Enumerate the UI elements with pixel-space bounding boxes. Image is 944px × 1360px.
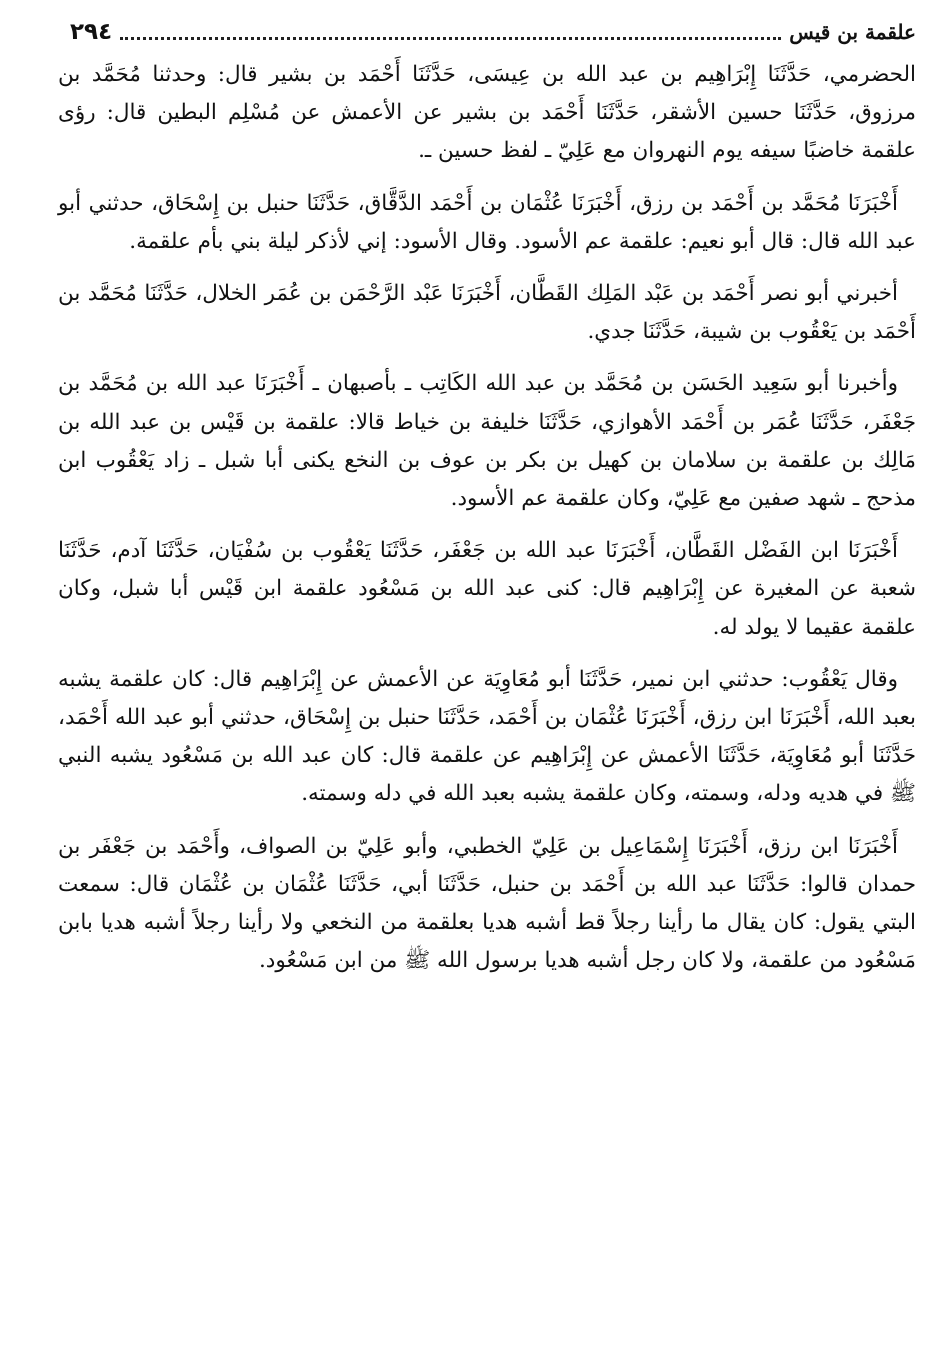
- paragraph: أخبرني أبو نصر أَحْمَد بن عَبْد المَلِك القَطَّان، أَخْبَرَنَا عَبْد الرَّحْمَن بن عُمَر الخلال، حَدَّثَنَا مُحَمَّد بن أَحْمَد بن يَعْقُوب بن شيبة، حَدَّثَنَا جدي.: [58, 281, 916, 345]
- page-body: [58, 56, 916, 980]
- page-header: [58, 10, 916, 54]
- page-number: ٢٩٤: [70, 19, 113, 45]
- header-dotted-leader: [120, 25, 781, 40]
- paragraph: أَخْبَرَنَا مُحَمَّد بن أَحْمَد بن رزق، أَخْبَرَنَا عُثْمَان بن أَحْمَد الدَّقَّاق، حَدَّثَنَا حنبل بن إِسْحَاق، حدثني أبو عبد الله قال: قال أبو نعيم: علقمة عم الأسود. وقال الأسود: إني لأذكر ليلة بني بأم علقمة.: [58, 190, 916, 254]
- paragraph: وقال يَعْقُوب: حدثني ابن نمير، حَدَّثَنَا أبو مُعَاوِيَة عن الأعمش عن إِبْرَاهِيم قال: كان علقمة يشبه بعبد الله، أَخْبَرَنَا ابن رزق، أَخْبَرَنَا عُثْمَان بن أَحْمَد، حَدَّثَنَا حنبل بن إِسْحَاق، حدثني أبو عبد الله أَحْمَد، حَدَّثَنَا أبو مُعَاوِيَة، حَدَّثَنَا الأعمش عن إِبْرَاهِيم عن علقمة قال: كان عبد الله بن مَسْعُود يشبه النبي ﷺ في هديه ودله، وسمته، وكان علقمة يشبه بعبد الله في دله وسمته.: [58, 666, 916, 807]
- paragraph: أَخْبَرَنَا ابن الفَضْل القَطَّان، أَخْبَرَنَا عبد الله بن جَعْفَر، حَدَّثَنَا يَعْقُوب بن سُفْيَان، حَدَّثَنَا آدم، حَدَّثَنَا شعبة عن المغيرة عن إِبْرَاهِيم قال: كنى عبد الله بن مَسْعُود علقمة ابن قَيْس أبا شبل، وكان علقمة عقيما لا يولد له.: [58, 538, 916, 640]
- book-page: [58, 10, 916, 994]
- paragraph: وأخبرنا أبو سَعِيد الحَسَن بن مُحَمَّد بن عبد الله الكَاتِب ـ بأصبهان ـ أَخْبَرَنَا عبد الله بن مُحَمَّد بن جَعْفَر، حَدَّثَنَا عُمَر بن أَحْمَد الأهوازي، حَدَّثَنَا خليفة بن خياط قالا: علقمة بن قَيْس بن عبد الله بن مَالِك بن علقمة بن سلامان بن كهيل بن بكر بن عوف بن النخع يكنى أبا شبل ـ زاد يَعْقُوب ابن مذحج ـ شهد صفين مع عَلِيّ، وكان علقمة عم الأسود.: [58, 371, 916, 512]
- running-title: علقمة بن قيس: [789, 20, 916, 44]
- paragraph: الحضرمي، حَدَّثَنَا إِبْرَاهِيم بن عبد الله بن عِيسَى، حَدَّثَنَا أَحْمَد بن بشير قال: وحدثنا مُحَمَّد بن مرزوق، حَدَّثَنَا حسين الأشقر، حَدَّثَنَا أَحْمَد بن بشير عن الأعمش عن مُسْلِم البطين قال: رؤى علقمة خاضبًا سيفه يوم النهروان مع عَلِيّ ـ لفظ حسين ـ.: [58, 62, 916, 164]
- paragraph: أَخْبَرَنَا ابن رزق، أَخْبَرَنَا إِسْمَاعِيل بن عَلِيّ الخطبي، وأبو عَلِيّ بن الصواف، وأَحْمَد بن جَعْفَر بن حمدان قالوا: حَدَّثَنَا عبد الله بن أَحْمَد بن حنبل، حَدَّثَنَا أبي، حَدَّثَنَا عُثْمَان بن عُثْمَان قال: سمعت البتي يقول: كان يقال ما رأينا رجلاً قط أشبه هديا بعلقمة من النخعي ولا رأينا رجلاً أشبه هديا بابن مَسْعُود من علقمة، ولا كان رجل أشبه هديا برسول الله ﷺ من ابن مَسْعُود.: [58, 833, 916, 974]
